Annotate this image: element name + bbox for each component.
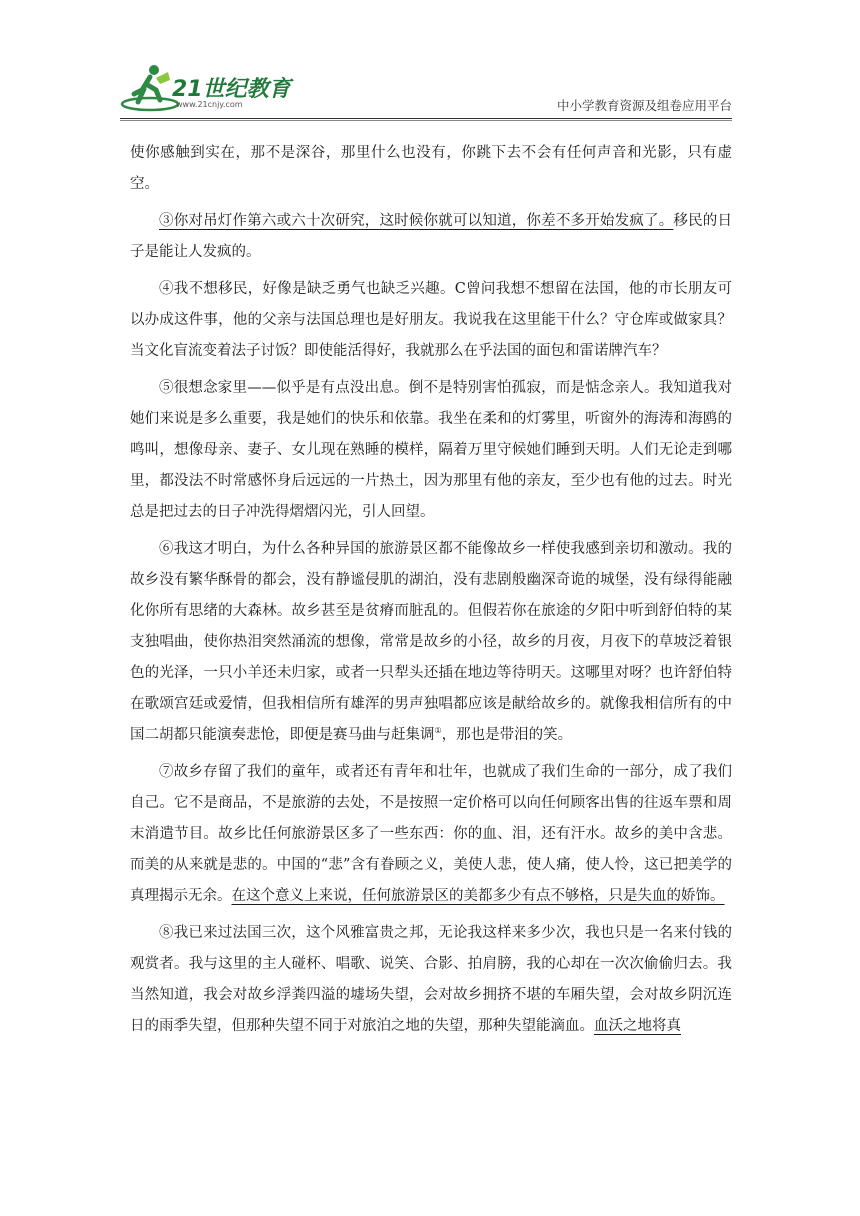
- paragraph-text: ⑦故乡存留了我们的童年，或者还有青年和壮年，也就成了我们生命的一部分，成了我们自己。它不是商品，不是旅游的去处，不是按照一定价格可以向任何顾客出售的往返车票和周末消遣节目。故乡比任何旅游景区多了一些东西：你的血、泪，还有汗水。故乡的美中含悲。而美的从来就是悲的。中国的“悲”含有眷顾之义，美使人悲，使人痛，使人怜，这已把美学的真理揭示无余。: [130, 764, 732, 904]
- footnote-marker: ①: [434, 726, 442, 736]
- paragraph-6: [130, 534, 732, 751]
- paragraph-text: ，那也是带泪的笑。: [441, 727, 573, 743]
- paragraph-text: ⑧我已来过法国三次，这个风雅富贵之邦，无论我这样来多少次，我也只是一名来付钱的观赏者。我与这里的主人碰杯、唱歌、说笑、合影、拍肩膀，我的心却在一次次偷偷归去。我当然知道，我会对故乡浮粪四溢的墟场失望，会对故乡拥挤不堪的车厢失望，会对故乡阴沉连日的雨季失望，但那种失望不同于对旅泊之地的失望，那种失望能滴血。: [130, 925, 732, 1034]
- header-divider: [120, 118, 732, 119]
- paragraph-text: 使你感触到实在，那不是深谷，那里什么也没有，你跳下去不会有任何声音和光影，只有虚空。: [130, 145, 732, 192]
- paragraph-7: [130, 757, 732, 912]
- page-header: [120, 60, 732, 122]
- logo: [120, 60, 300, 116]
- paragraph-text: ⑥我这才明白，为什么各种异国的旅游景区都不能像故乡一样使我感到亲切和激动。我的故乡没有繁华酥骨的都会，没有静谧侵肌的湖泊，没有悲剧般幽深奇诡的城堡，没有绿得能融化你所有思绪的大森林。故乡甚至是贫瘠而脏乱的。但假若你在旅途的夕阳中听到舒伯特的某支独唱曲，使你热泪突然涌流的想像，常常是故乡的小径，故乡的月夜，月夜下的草坡泛着银色的光泽，一只小羊还未归家，或者一只犁头还插在地边等待明天。这哪里对呀？也许舒伯特在歌颂宫廷或爱情，但我相信所有雄浑的男声独唱都应该是献给故乡的。就像我相信所有的中国二胡都只能演奏悲怆，即便是赛马曲与赶集调: [130, 541, 732, 743]
- paragraph-3: [130, 206, 732, 268]
- paragraph-5: [130, 373, 732, 528]
- underlined-sentence: 血沃之地将真: [594, 1018, 681, 1034]
- paragraph-text: ⑤很想念家里——似乎是有点没出息。倒不是特别害怕孤寂，而是惦念亲人。我知道我对她们来说是多么重要，我是她们的快乐和依靠。我坐在柔和的灯雾里，听窗外的海涛和海鸥的鸣叫，想像母亲、妻子、女儿现在熟睡的模样，隔着万里守候她们睡到天明。人们无论走到哪里，都没法不时常感怀身后远远的一片热土，因为那里有他的亲友，至少也有他的过去。时光总是把过去的日子冲洗得熠熠闪光，引人回望。: [130, 380, 732, 520]
- article-body: [130, 138, 732, 1048]
- underlined-sentence: 在这个意义上来说，任何旅游景区的美都多少有点不够格，只是失血的娇饰。: [231, 888, 725, 904]
- paragraph-text: 移民的日子是能让人发疯的。: [130, 213, 732, 260]
- underlined-sentence: ③你对吊灯作第六或六十次研究，这时候你就可以知道，你差不多开始发疯了。: [159, 213, 674, 229]
- runner-logo-icon: [120, 60, 180, 116]
- header-divider-thin: [120, 120, 732, 121]
- logo-url: www.21cnjy.com: [176, 100, 243, 109]
- paragraph-text: ④我不想移民，好像是缺乏勇气也缺乏兴趣。C曾问我想不想留在法国，他的市长朋友可以办成这件事，他的父亲与法国总理也是好朋友。我说我在这里能干什么？守仓库或做家具？当文化盲流变着法子讨饭？即使能活得好，我就那么在乎法国的面包和雷诺牌汽车？: [130, 281, 732, 359]
- platform-title: 中小学教育资源及组卷应用平台: [556, 98, 732, 113]
- paragraph-continuation: [130, 138, 732, 200]
- logo-text: 21世纪教育: [172, 77, 291, 102]
- paragraph-4: [130, 274, 732, 367]
- paragraph-8: [130, 918, 732, 1042]
